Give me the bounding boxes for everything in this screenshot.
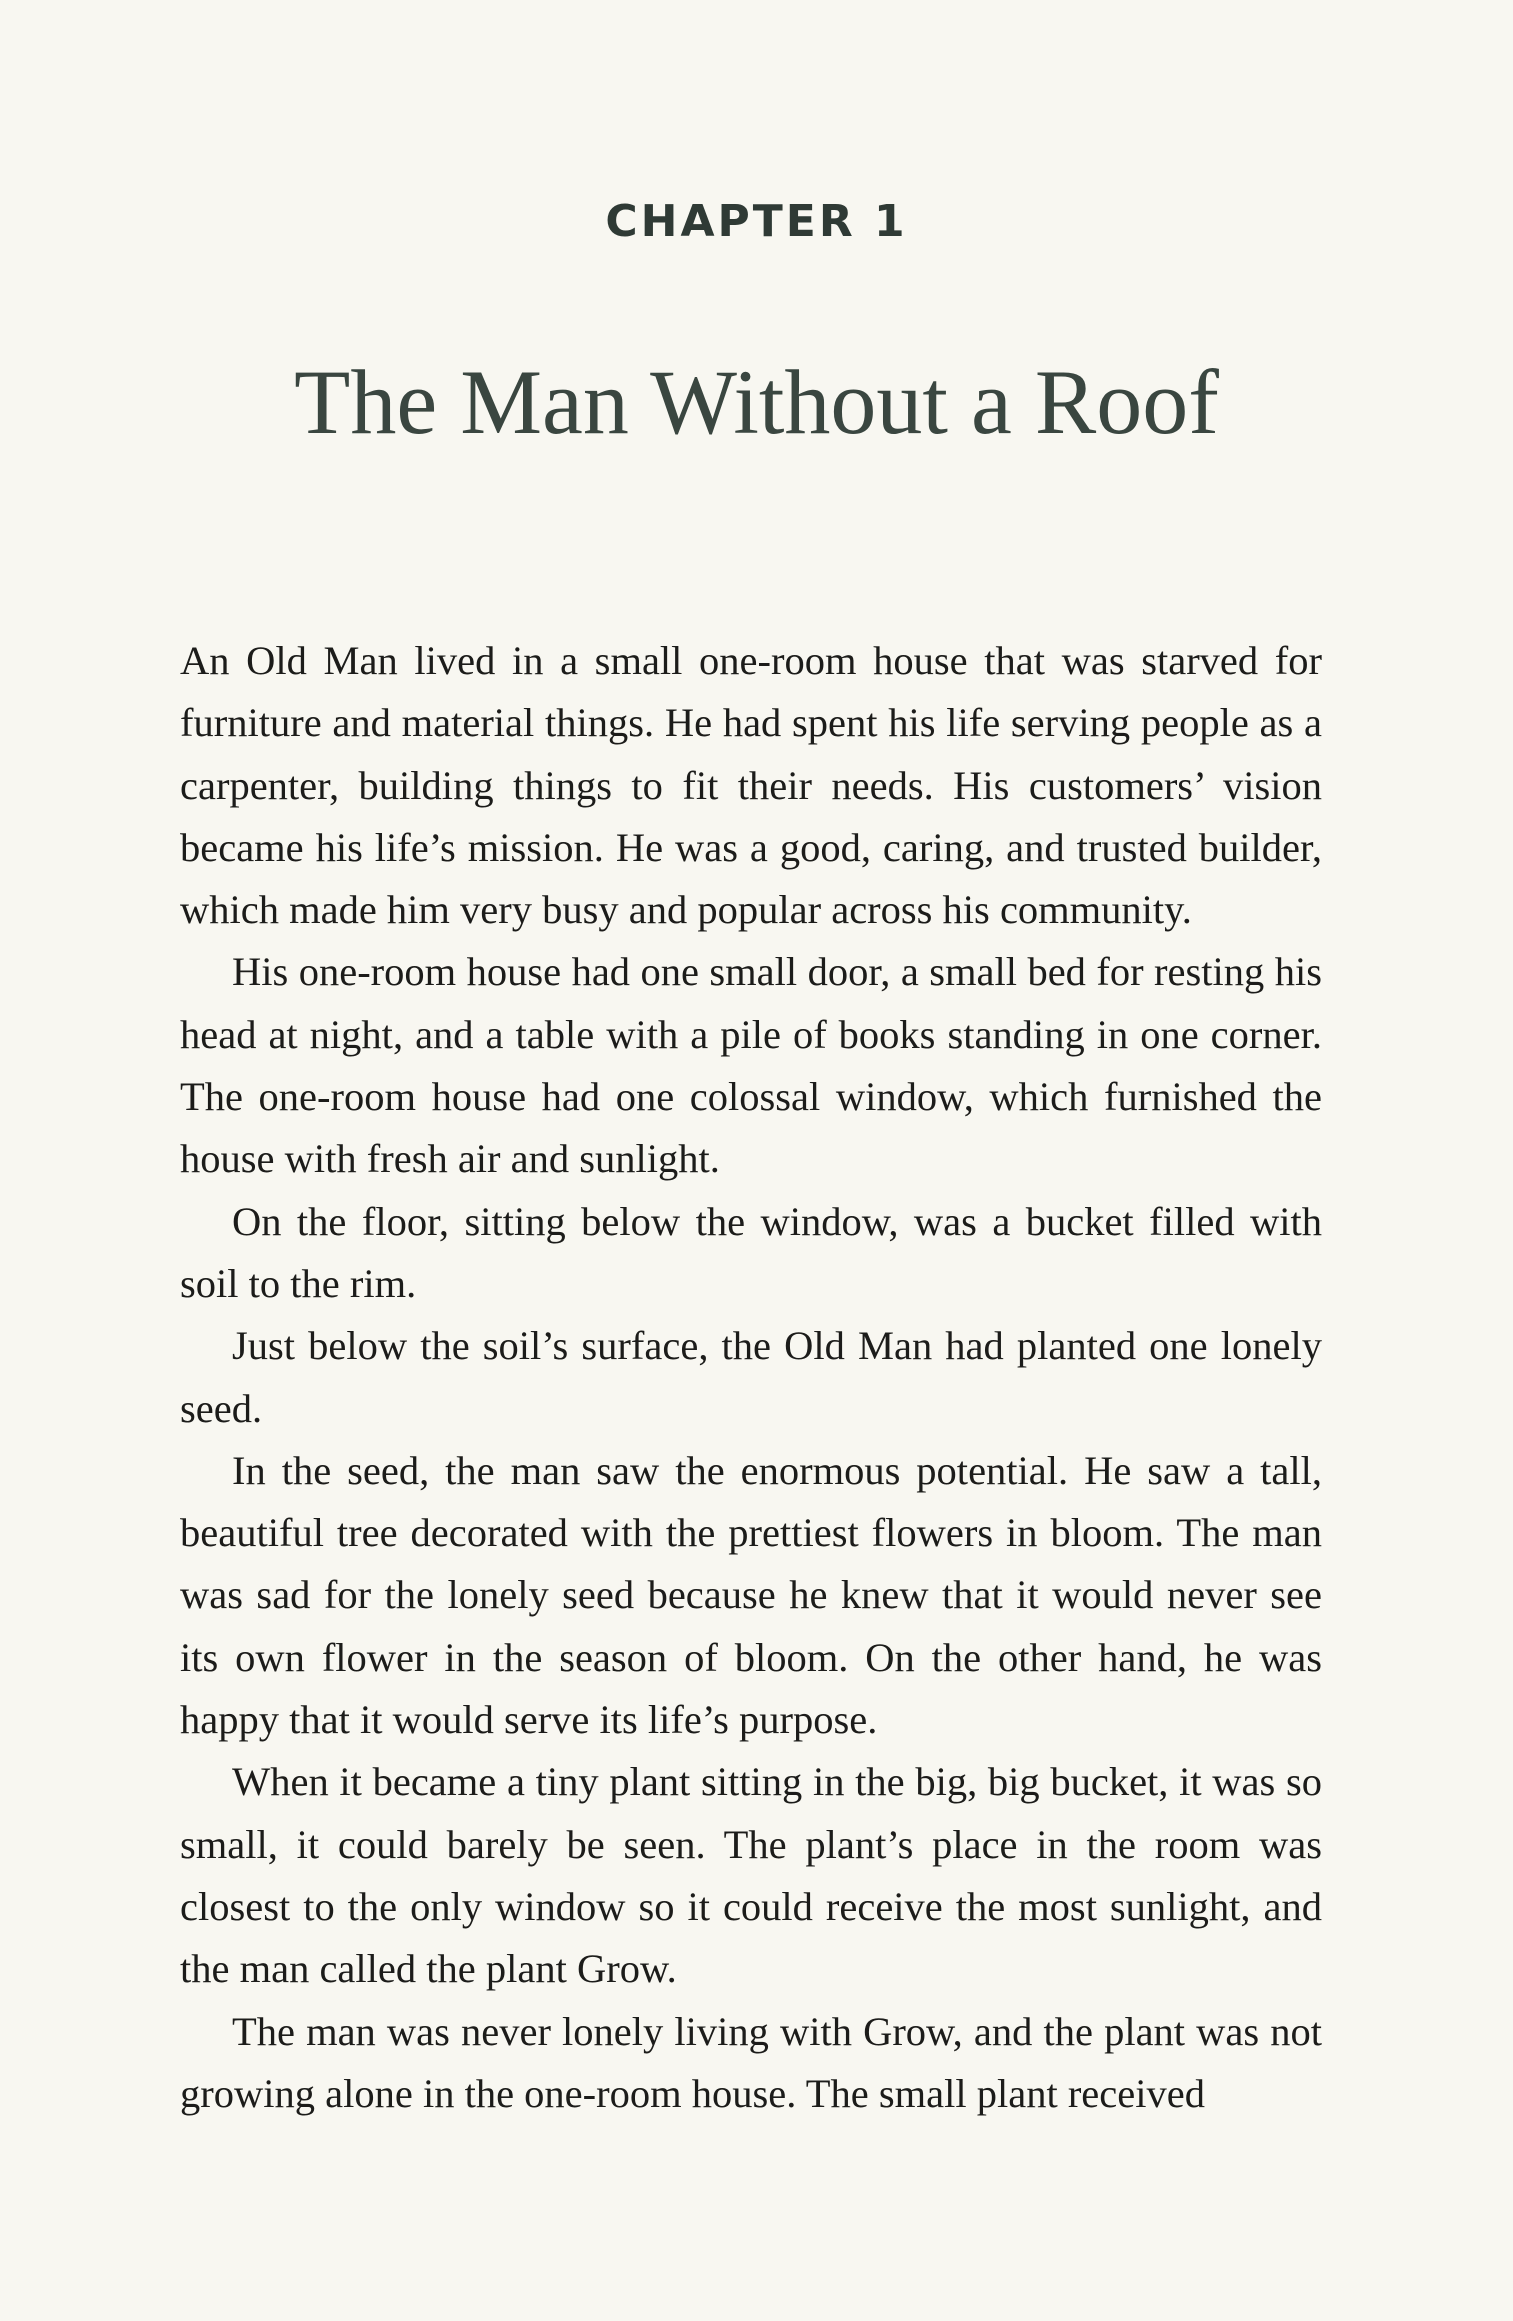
chapter-title: The Man Without a Roof <box>294 351 1219 453</box>
paragraph-1: An Old Man lived in a small one-room house that was starved for furniture and material things. He had spent his life serving people as a carpenter, building things to fit their needs. His customers’ vision became his life’s mission. He was a good, caring, and trusted builder, which made him very busy and popular across his community. <box>180 638 1322 933</box>
paragraph-4: Just below the soil’s surface, the Old Man had planted one lonely seed. <box>180 1323 1322 1431</box>
paragraph-6: When it became a tiny plant sitting in the big, big bucket, it was so small, it could barely be seen. The plant’s place in the room was closest to the only window so it could receive the most sunlight, and the man called the plant Grow. <box>180 1759 1322 1992</box>
paragraph-3: On the floor, sitting below the window, was a bucket filled with soil to the rim. <box>180 1198 1322 1306</box>
paragraph-5: In the seed, the man saw the enormous potential. He saw a tall, beautiful tree decorated with the prettiest flowers in bloom. The man was sad for the lonely seed because he knew that it would never see its own flower in the season of bloom. On the other hand, he was happy that it would serve its life’s purpose. <box>180 1447 1322 1743</box>
paragraph-7: The man was never lonely living with Grow, and the plant was not growing alone in the one-room house. The small plant received <box>180 2008 1322 2116</box>
chapter-body <box>180 630 1322 2125</box>
paragraph-2: His one-room house had one small door, a small bed for resting his head at night, and a table with a pile of books standing in one corner. The one-room house had one colossal window, which furnished the house with fresh air and sunlight. <box>180 949 1322 1182</box>
chapter-label: CHAPTER 1 <box>605 196 908 247</box>
